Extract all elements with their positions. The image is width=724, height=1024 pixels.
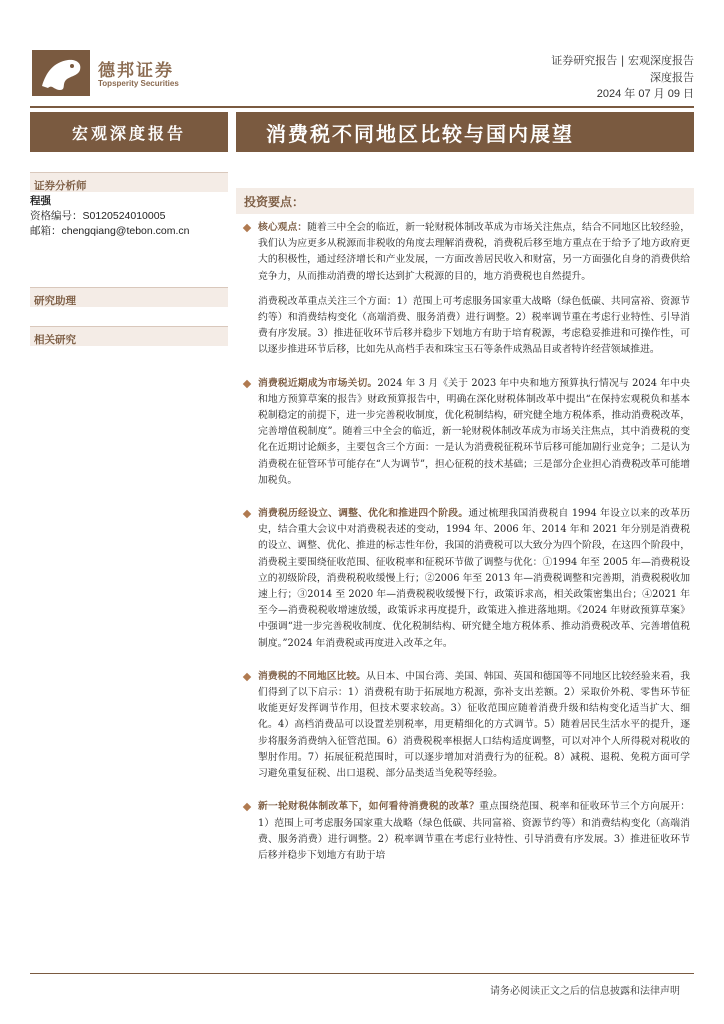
paragraph-text: 通过梳理我国消费税自 1994 年设立以来的改革历史，结合重大会议中对消费税表述的变动，1994 年、2006 年、2014 年和 2021 年分别是消费税的设立、调整、优化、推进的标志性年份，我国的消费税可以大致分为四个阶段，在这四个阶段中，消费税主要围绕征收范围、征收税率和征税环节做了调整与优化：①1994 年至 2005 年—消费税设立的初级阶段，消费税税收缓慢上行；②2006 年至 2013 年—消费税调整和完善期，消费税税收加速上行；③2014 至 2020 年—消费税税收缓慢下行，政策诉求高，相关政策密集出台；④2021 年至今—消费税税收增速放缓，政策诉求再度提升，政策进入推进落地期。《2024 年财政预算草案》中强调“进一步完善税收制度、优化税制结构、研究健全地方税体系、推动消费税改革、完善增值税制度。”2024 年消费税或再度进入改革之年。	[258, 508, 690, 649]
page-title: 消费税不同地区比较与国内展望	[236, 112, 694, 152]
category-banner: 宏观深度报告	[30, 112, 228, 152]
paragraph-market-concern	[244, 376, 690, 489]
report-type: 证券研究报告 | 宏观深度报告	[551, 54, 694, 67]
report-date: 2024 年 07 月 09 日	[596, 88, 694, 100]
analyst-heading-box	[30, 172, 228, 192]
paragraph-text: 从日本、中国台湾、美国、韩国、英国和德国等不同地区比较经验来看，我们得到了以下启示：1）消费税有助于拓展地方税源，弥补支出差额。2）采取价外税、零售环节征收能更好发挥调节作用，但技术要求较高。3）征收范围应随着消费升级和结构变化适当扩大、细化。4）高档消费品可以设置差别税率，用更精细化的方式调节。5）随着居民生活水平的提升，逐步将服务消费纳入征管范围。6）消费税税率根据人口结构适度调整，可以对冲个人所得税对税收的掣肘作用。7）拓展征税范围时，可以逐步增加对消费行为的征税。8）减税、退税、免税方面可学习避免重复征税、出口退税、部分品类适当免税等经验。	[258, 670, 691, 780]
diamond-bullet-icon	[243, 803, 251, 811]
analyst-license: 资格编号：S0120524010005	[30, 210, 166, 222]
header-divider	[30, 106, 694, 108]
invest-heading: 投资要点：	[236, 188, 694, 214]
paragraph-core	[244, 220, 690, 285]
paragraph-key: 新一轮财税体制改革下，如何看待消费税的改革？	[258, 801, 480, 813]
footer-disclaimer[interactable]: 请务必阅读正文之后的信息披露和法律声明	[490, 986, 680, 997]
paragraph-text: 消费税改革重点关注三个方面：1）范围上可考虑服务国家重大战略（绿色低碳、共同富裕、资源节约等）和消费结构变化（高端消费、服务消费）进行调整。2）税率调节重在考虑行业特性、引导消费有序发展。3）推进征收环节后移并稳步下划地方有助于培育税源，考虑稳妥推进和可操作性，可以逐步推进环节后移，比如先从高档手表和珠宝玉石等条件成熟品目或者特许经营领域推进。	[258, 295, 690, 356]
paragraph-key: 消费税历经设立、调整、优化和推进四个阶段。	[258, 508, 469, 520]
report-meta	[551, 52, 694, 103]
footer-divider	[30, 973, 694, 974]
assistant-heading: 研究助理	[34, 295, 76, 307]
diamond-bullet-icon	[243, 379, 251, 387]
brand-name-en: Topsperity Securities	[98, 79, 179, 88]
dragon-logo-icon	[32, 50, 90, 96]
analyst-heading: 证券分析师	[34, 180, 87, 192]
paragraph-key: 消费税近期成为市场关切。	[258, 377, 378, 389]
paragraph-text: 随着三中全会的临近，新一轮财税体制改革成为市场关注焦点，结合不同地区比较经验，我们认为应更多从税源而非税收的角度去理解消费税，消费税后移至地方重点在于给予了地方政府更大的积极性，通过经济增长和产业发展，一方面改善居民收入和财富，另一方面强化自身的消费供给竞争力，从而推动消费的增长达到扩大税源的目的，地方消费税也自然提升。	[258, 222, 690, 282]
related-heading: 相关研究	[34, 334, 76, 346]
analyst-name: 程强	[30, 195, 51, 207]
paragraph-text: 2024 年 3 月《关于 2023 年中央和地方预算执行情况与 2024 年中央和地方预算草案的报告》财政预算报告中，明确在深化财税体制改革中提出“在保持宏观税负和基本税制稳定的前提下，进一步完善税收制度，优化税制结构，研究健全地方税体系，推动消费税改革，完善增值税制度”。随着三中全会的临近，新一轮财税体制改革成为市场关注焦点，其中消费税的变化在近期讨论颇多，主要包含三个方面：一是认为消费税征税环节后移可能加剧行业竞争；二是认为消费税在征管环节可能存在“人为调节”，担心征税的技术基础；三是部分企业担心消费税改革可能增加税负。	[258, 377, 690, 486]
paragraph-text: 重点围绕范围、税率和征收环节三个方向展开：1）范围上可考虑服务国家重大战略（绿色低碳、共同富裕、资源节约等）和消费结构变化（高端消费、服务消费）进行调整。2）税率调节重在考虑行业特性、引导消费有序发展。3）推进征收环节后移并稳步下划地方有助于培	[258, 801, 691, 861]
diamond-bullet-icon	[243, 224, 251, 232]
assistant-heading-box	[30, 287, 228, 307]
paragraph-key: 核心观点：	[258, 222, 308, 233]
diamond-bullet-icon	[243, 673, 251, 681]
related-heading-box	[30, 326, 228, 346]
paragraph-region-compare	[244, 669, 690, 782]
analyst-email[interactable]: 邮箱：chengqiang@tebon.com.cn	[30, 225, 190, 237]
diamond-bullet-icon	[243, 510, 251, 518]
main-body	[244, 220, 690, 873]
paragraph-new-reform	[244, 799, 690, 864]
brand-name-cn: 德邦证券	[98, 61, 174, 81]
analyst-info	[30, 194, 228, 239]
company-logo	[32, 50, 202, 96]
paragraph-reform-focus	[244, 294, 690, 359]
paragraph-key: 消费税的不同地区比较。	[258, 670, 367, 682]
paragraph-four-stages	[244, 506, 690, 652]
report-sub: 深度报告	[650, 71, 694, 84]
